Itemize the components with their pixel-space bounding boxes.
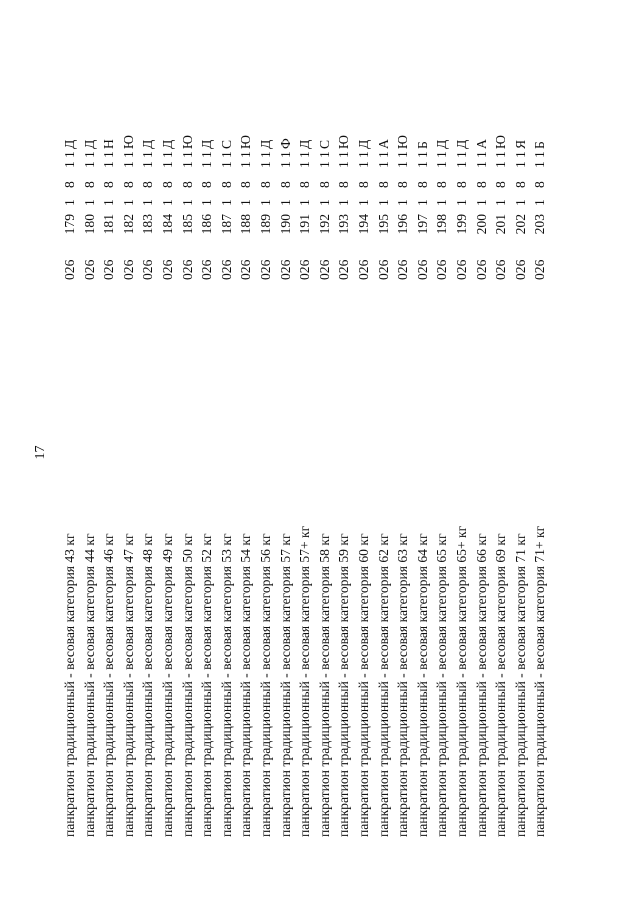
discipline-name: панкратион традиционный - весовая категория 56 кг — [258, 533, 273, 837]
code-digit-2: 8 — [395, 181, 411, 188]
category-letter: Ф — [277, 138, 293, 149]
code-digit-3: 1 — [62, 161, 77, 168]
discipline-name: панкратион традиционный - весовая категория 66 кг — [473, 533, 489, 837]
code-digit-4: 1 — [375, 151, 391, 158]
discipline-name: панкратион традиционный - весовая категория 46 кг — [101, 533, 117, 837]
discipline-name: панкратион традиционный - весовая категория 54 кг — [238, 533, 254, 837]
discipline-number: 179 — [62, 214, 77, 235]
category-letter: Б — [532, 141, 548, 149]
category-letter: Д — [434, 139, 450, 149]
code-digit-1: 1 — [532, 199, 548, 206]
sport-code: 026 — [297, 259, 313, 280]
code-digit-2: 8 — [140, 181, 156, 188]
discipline-number: 195 — [375, 214, 391, 235]
code-digit-2: 8 — [238, 181, 254, 188]
discipline-name: панкратион традиционный - весовая категория 59 кг — [336, 533, 352, 837]
table-row — [295, 0, 314, 905]
code-digit-3: 1 — [532, 161, 548, 168]
sport-code: 026 — [81, 259, 97, 280]
code-digit-4: 1 — [356, 151, 371, 158]
table-row — [413, 0, 432, 905]
sport-code: 026 — [316, 259, 332, 280]
code-digit-2: 8 — [297, 181, 313, 188]
code-digit-4: 1 — [493, 151, 509, 158]
discipline-name: панкратион традиционный - весовая категория 58 кг — [316, 533, 332, 837]
code-digit-4: 1 — [277, 151, 293, 158]
code-digit-3: 1 — [218, 161, 234, 168]
discipline-name: панкратион традиционный - весовая категория 44 кг — [81, 533, 97, 837]
table-row — [452, 0, 471, 905]
discipline-name: панкратион традиционный - весовая категория 53 кг — [218, 533, 234, 837]
discipline-number: 180 — [81, 214, 97, 235]
category-letter: Н — [101, 139, 117, 149]
code-digit-2: 8 — [160, 181, 175, 188]
code-digit-3: 1 — [395, 161, 411, 168]
table-row — [80, 0, 99, 905]
code-digit-4: 1 — [258, 151, 273, 158]
code-digit-3: 1 — [493, 161, 509, 168]
code-digit-3: 1 — [258, 161, 273, 168]
code-digit-2: 8 — [120, 181, 136, 188]
discipline-number: 200 — [473, 214, 489, 235]
code-digit-3: 1 — [297, 161, 313, 168]
code-digit-3: 1 — [179, 161, 195, 168]
category-letter: Б — [414, 141, 430, 149]
code-digit-4: 1 — [101, 151, 117, 158]
code-digit-2: 8 — [316, 181, 332, 188]
category-letter: Я — [512, 139, 528, 149]
table-row — [217, 0, 236, 905]
code-digit-4: 1 — [395, 151, 411, 158]
code-digit-4: 1 — [120, 151, 136, 158]
code-digit-2: 8 — [434, 181, 450, 188]
discipline-number: 188 — [238, 214, 254, 235]
discipline-number: 194 — [356, 214, 371, 235]
discipline-number: 202 — [512, 214, 528, 235]
code-digit-1: 1 — [179, 199, 195, 206]
sport-code: 026 — [277, 259, 293, 280]
code-digit-1: 1 — [140, 199, 156, 206]
code-digit-4: 1 — [81, 151, 97, 158]
discipline-name: панкратион традиционный - весовая категория 52 кг — [199, 533, 215, 837]
sport-code: 026 — [120, 259, 136, 280]
table-row — [197, 0, 216, 905]
code-digit-1: 1 — [258, 199, 273, 206]
discipline-number: 185 — [179, 214, 195, 235]
code-digit-4: 1 — [512, 151, 528, 158]
code-digit-4: 1 — [297, 151, 313, 158]
sport-code: 026 — [375, 259, 391, 280]
code-digit-4: 1 — [316, 151, 332, 158]
category-letter: А — [473, 139, 489, 149]
table-row — [158, 0, 177, 905]
sport-code: 026 — [160, 259, 175, 280]
code-digit-1: 1 — [62, 199, 77, 206]
code-digit-4: 1 — [414, 151, 430, 158]
sport-code: 026 — [532, 259, 548, 280]
category-letter: Ю — [395, 135, 411, 149]
discipline-name: панкратион традиционный - весовая категория 71+ кг — [532, 525, 548, 837]
table-row — [119, 0, 138, 905]
discipline-name: панкратион традиционный - весовая категория 63 кг — [395, 533, 411, 837]
discipline-number: 183 — [140, 214, 156, 235]
table-row — [276, 0, 295, 905]
code-digit-2: 8 — [101, 181, 117, 188]
discipline-number: 193 — [336, 214, 352, 235]
code-digit-1: 1 — [160, 199, 175, 206]
code-digit-4: 1 — [473, 151, 489, 158]
code-digit-2: 8 — [532, 181, 548, 188]
category-letter: Д — [454, 139, 469, 149]
code-digit-1: 1 — [336, 199, 352, 206]
discipline-number: 186 — [199, 214, 215, 235]
code-digit-2: 8 — [375, 181, 391, 188]
code-digit-1: 1 — [512, 199, 528, 206]
code-digit-3: 1 — [434, 161, 450, 168]
code-digit-3: 1 — [277, 161, 293, 168]
code-digit-1: 1 — [316, 199, 332, 206]
code-digit-3: 1 — [316, 161, 332, 168]
category-letter: С — [316, 139, 332, 149]
table-row — [472, 0, 491, 905]
code-digit-2: 8 — [454, 181, 469, 188]
code-digit-3: 1 — [101, 161, 117, 168]
code-digit-3: 1 — [356, 161, 371, 168]
category-letter: Д — [81, 139, 97, 149]
code-digit-3: 1 — [336, 161, 352, 168]
sport-code: 026 — [336, 259, 352, 280]
discipline-number: 187 — [218, 214, 234, 235]
sport-code: 026 — [356, 259, 371, 280]
discipline-number: 196 — [395, 214, 411, 235]
category-letter: Ю — [238, 135, 254, 149]
code-digit-3: 1 — [120, 161, 136, 168]
category-letter: Д — [199, 139, 215, 149]
sport-code: 026 — [199, 259, 215, 280]
code-digit-2: 8 — [81, 181, 97, 188]
code-digit-4: 1 — [160, 151, 175, 158]
discipline-number: 184 — [160, 214, 175, 235]
sport-code: 026 — [434, 259, 450, 280]
code-digit-1: 1 — [81, 199, 97, 206]
code-digit-3: 1 — [473, 161, 489, 168]
code-digit-1: 1 — [375, 199, 391, 206]
code-digit-2: 8 — [62, 181, 77, 188]
code-digit-2: 8 — [258, 181, 273, 188]
code-digit-4: 1 — [199, 151, 215, 158]
code-digit-1: 1 — [493, 199, 509, 206]
code-digit-2: 8 — [356, 181, 371, 188]
code-digit-4: 1 — [238, 151, 254, 158]
code-digit-3: 1 — [199, 161, 215, 168]
discipline-number: 191 — [297, 214, 313, 235]
code-digit-1: 1 — [297, 199, 313, 206]
discipline-name: панкратион традиционный - весовая категория 62 кг — [375, 533, 391, 837]
discipline-number: 199 — [454, 214, 469, 235]
category-letter: Ю — [120, 135, 136, 149]
category-letter: Д — [258, 139, 273, 149]
code-digit-1: 1 — [218, 199, 234, 206]
discipline-name: панкратион традиционный - весовая категория 50 кг — [179, 533, 195, 837]
code-digit-1: 1 — [199, 199, 215, 206]
code-digit-4: 1 — [454, 151, 469, 158]
discipline-number: 181 — [101, 214, 117, 235]
discipline-number: 182 — [120, 214, 136, 235]
table-row — [236, 0, 255, 905]
code-digit-1: 1 — [434, 199, 450, 206]
table-row — [334, 0, 353, 905]
table-row — [256, 0, 275, 905]
discipline-number: 201 — [493, 214, 509, 235]
code-digit-3: 1 — [454, 161, 469, 168]
discipline-name: панкратион традиционный - весовая категория 49 кг — [160, 533, 175, 837]
discipline-number: 198 — [434, 214, 450, 235]
discipline-number: 189 — [258, 214, 273, 235]
code-digit-4: 1 — [179, 151, 195, 158]
table-row — [354, 0, 373, 905]
sport-code: 026 — [414, 259, 430, 280]
category-letter: Д — [297, 139, 313, 149]
sport-code: 026 — [101, 259, 117, 280]
code-digit-4: 1 — [336, 151, 352, 158]
discipline-number: 192 — [316, 214, 332, 235]
category-letter: Д — [62, 139, 77, 149]
table-row — [315, 0, 334, 905]
table-row — [530, 0, 549, 905]
table-row — [60, 0, 79, 905]
discipline-number: 190 — [277, 214, 293, 235]
category-letter: Ю — [493, 135, 509, 149]
sport-code: 026 — [179, 259, 195, 280]
code-digit-2: 8 — [336, 181, 352, 188]
discipline-name: панкратион традиционный - весовая категория 43 кг — [62, 533, 77, 837]
category-letter: А — [375, 139, 391, 149]
code-digit-1: 1 — [473, 199, 489, 206]
code-digit-2: 8 — [493, 181, 509, 188]
code-digit-1: 1 — [238, 199, 254, 206]
code-digit-3: 1 — [238, 161, 254, 168]
code-digit-1: 1 — [101, 199, 117, 206]
category-letter: С — [218, 139, 234, 149]
code-digit-4: 1 — [434, 151, 450, 158]
discipline-name: панкратион традиционный - весовая категория 47 кг — [120, 533, 136, 837]
discipline-name: панкратион традиционный - весовая категория 48 кг — [140, 533, 156, 837]
sport-code: 026 — [454, 259, 469, 280]
discipline-number: 197 — [414, 214, 430, 235]
table-row — [432, 0, 451, 905]
code-digit-1: 1 — [356, 199, 371, 206]
table-row — [99, 0, 118, 905]
code-digit-2: 8 — [218, 181, 234, 188]
code-digit-1: 1 — [395, 199, 411, 206]
category-letter: Ю — [179, 135, 195, 149]
sport-code: 026 — [493, 259, 509, 280]
code-digit-3: 1 — [512, 161, 528, 168]
code-digit-2: 8 — [473, 181, 489, 188]
code-digit-4: 1 — [532, 151, 548, 158]
code-digit-3: 1 — [140, 161, 156, 168]
discipline-name: панкратион традиционный - весовая категория 57+ кг — [297, 525, 313, 837]
discipline-name: панкратион традиционный - весовая категория 57 кг — [277, 533, 293, 837]
discipline-number: 203 — [532, 214, 548, 235]
category-letter: Д — [356, 139, 371, 149]
code-digit-4: 1 — [218, 151, 234, 158]
sport-code: 026 — [473, 259, 489, 280]
discipline-name: панкратион традиционный - весовая категория 69 кг — [493, 533, 509, 837]
code-digit-1: 1 — [120, 199, 136, 206]
code-digit-2: 8 — [512, 181, 528, 188]
discipline-name: панкратион традиционный - весовая категория 71 кг — [512, 533, 528, 837]
code-digit-1: 1 — [414, 199, 430, 206]
category-letter: Ю — [336, 135, 352, 149]
sport-code: 026 — [218, 259, 234, 280]
table-row — [178, 0, 197, 905]
code-digit-1: 1 — [454, 199, 469, 206]
code-digit-2: 8 — [414, 181, 430, 188]
discipline-name: панкратион традиционный - весовая категория 65 кг — [434, 533, 450, 837]
discipline-name: панкратион традиционный - весовая категория 65+ кг — [454, 525, 469, 837]
table-row — [511, 0, 530, 905]
sport-code: 026 — [258, 259, 273, 280]
code-digit-3: 1 — [81, 161, 97, 168]
discipline-name: панкратион традиционный - весовая категория 60 кг — [356, 533, 371, 837]
code-digit-4: 1 — [62, 151, 77, 158]
code-digit-2: 8 — [199, 181, 215, 188]
code-digit-2: 8 — [277, 181, 293, 188]
sport-code: 026 — [62, 259, 77, 280]
code-digit-3: 1 — [160, 161, 175, 168]
code-digit-1: 1 — [277, 199, 293, 206]
discipline-name: панкратион традиционный - весовая категория 64 кг — [414, 533, 430, 837]
code-digit-3: 1 — [375, 161, 391, 168]
table-row — [393, 0, 412, 905]
sport-code: 026 — [140, 259, 156, 280]
sport-code: 026 — [512, 259, 528, 280]
table-row — [138, 0, 157, 905]
page-number: 17 — [33, 445, 48, 460]
code-digit-3: 1 — [414, 161, 430, 168]
code-digit-2: 8 — [179, 181, 195, 188]
table-row — [491, 0, 510, 905]
table-row — [374, 0, 393, 905]
code-digit-4: 1 — [140, 151, 156, 158]
category-letter: Д — [140, 139, 156, 149]
category-letter: Д — [160, 139, 175, 149]
sport-code: 026 — [395, 259, 411, 280]
sport-code: 026 — [238, 259, 254, 280]
